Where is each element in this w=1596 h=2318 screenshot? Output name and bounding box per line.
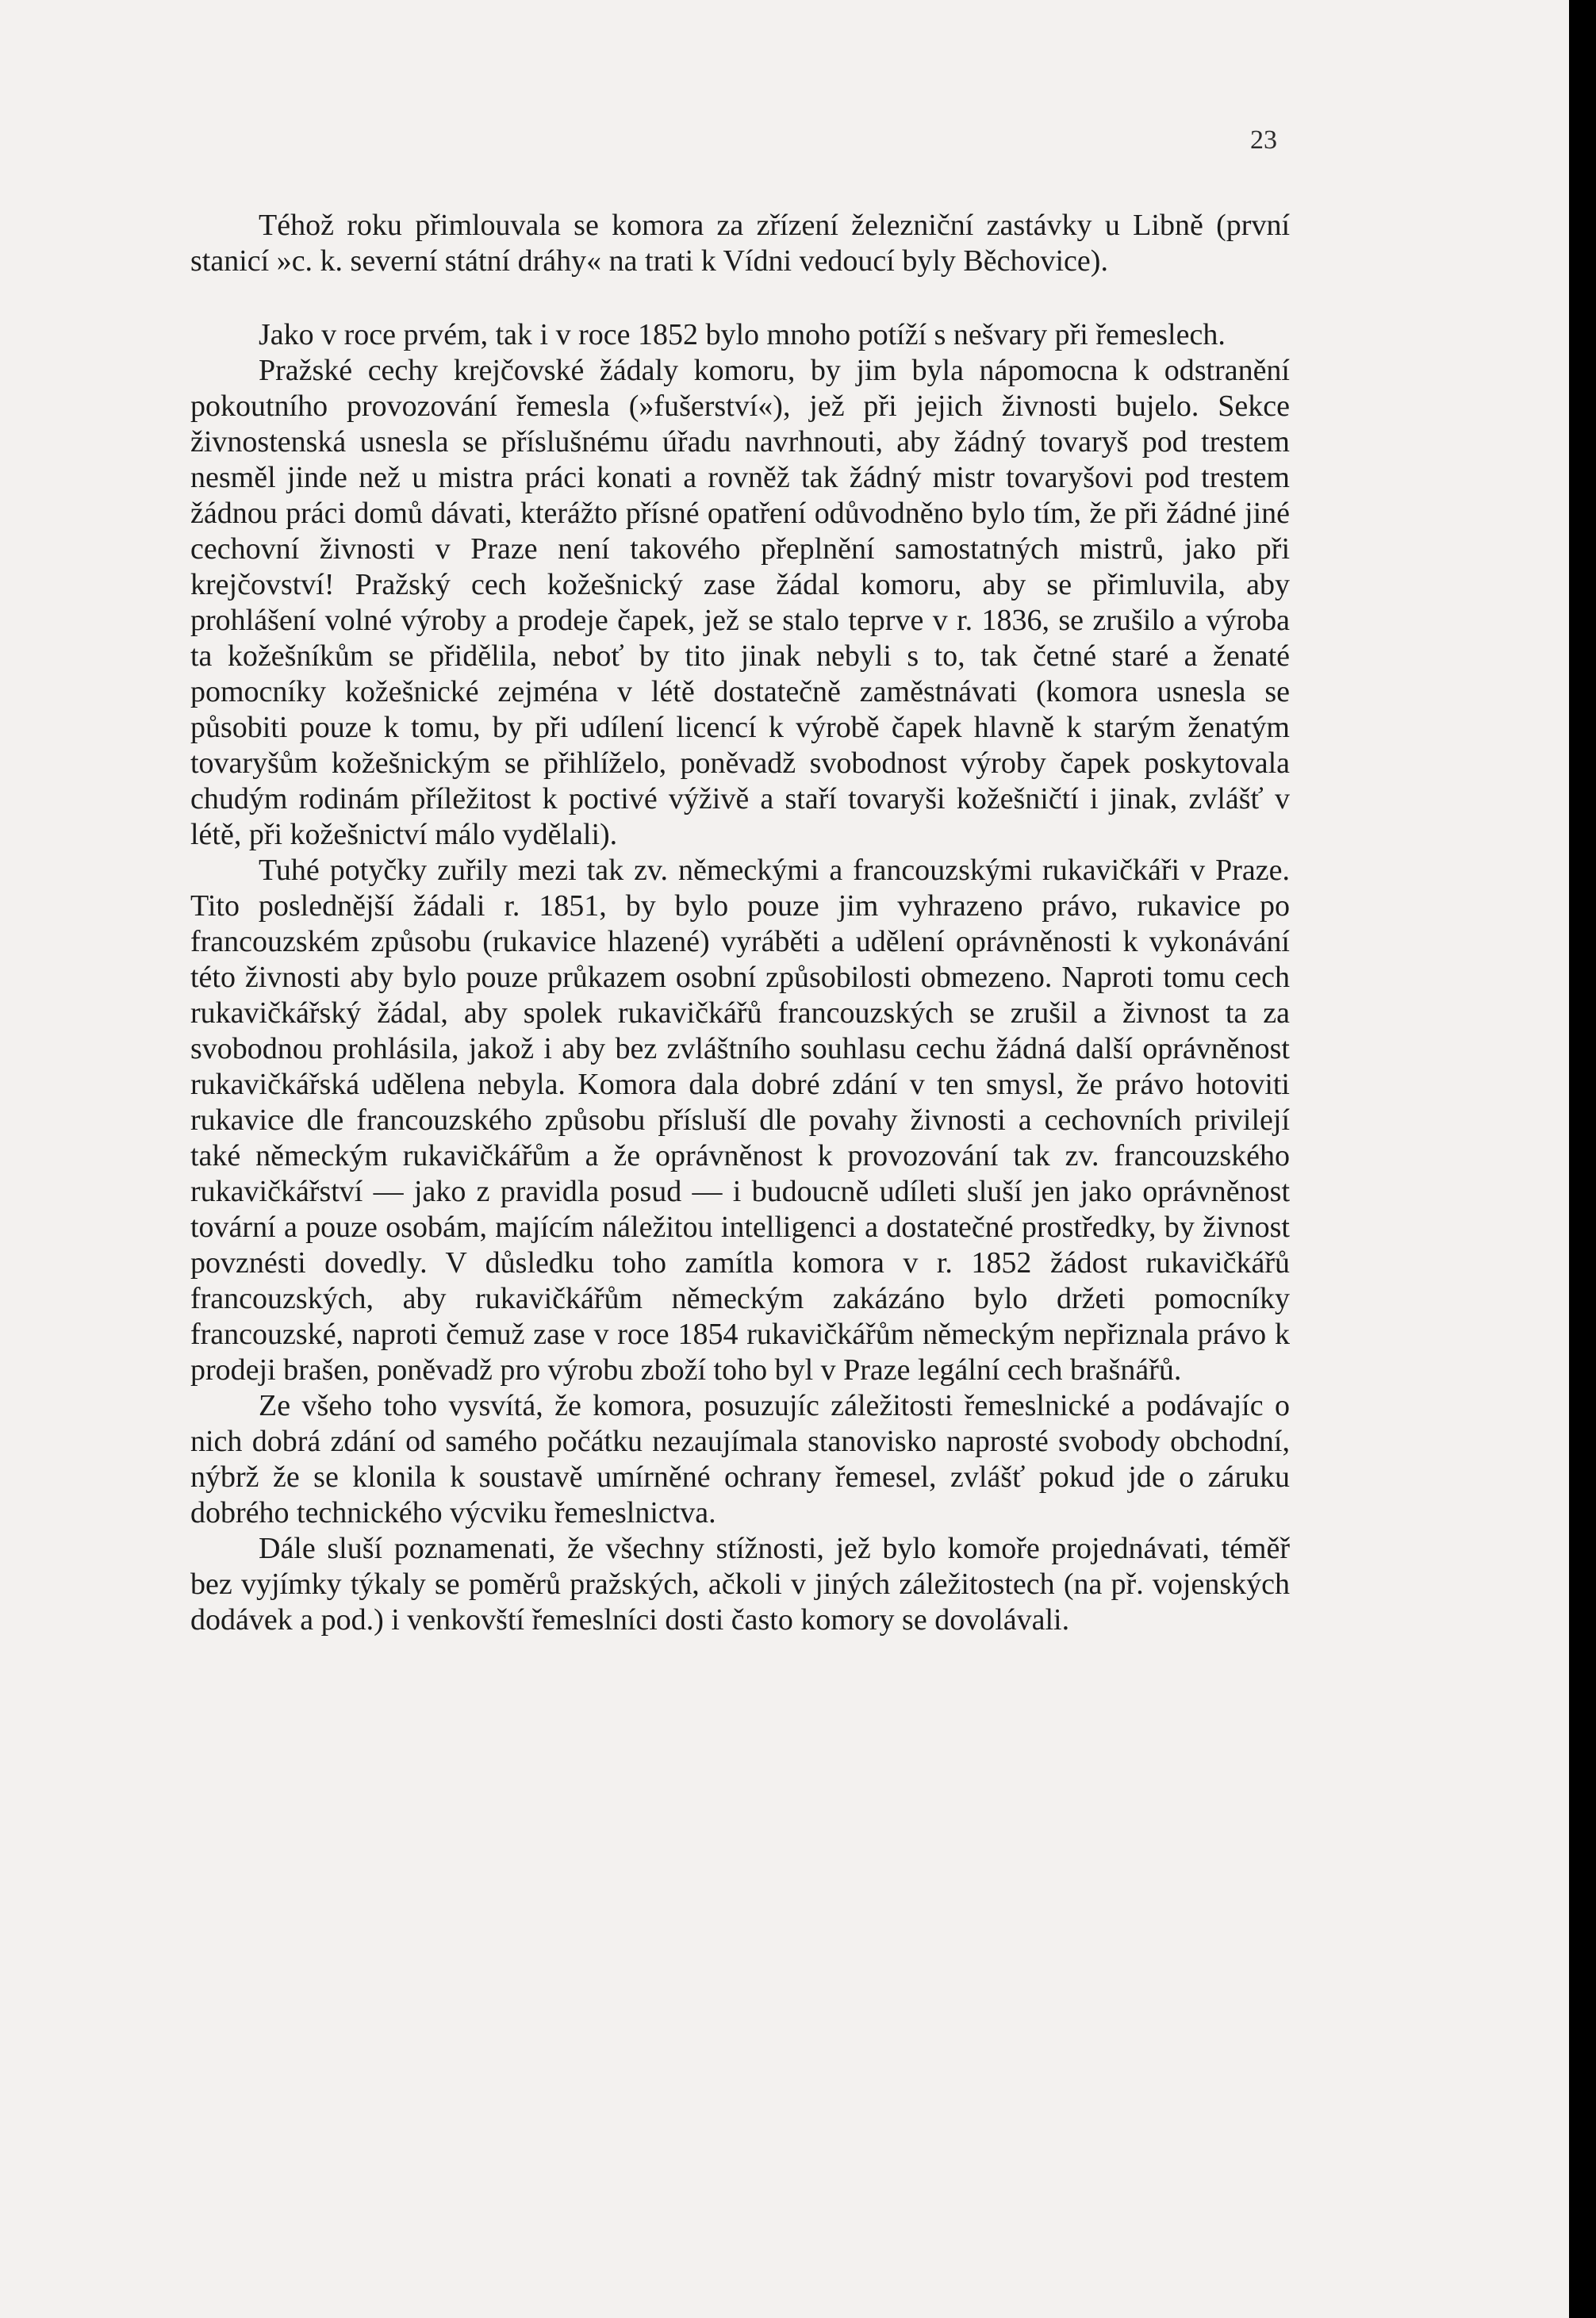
paragraph-complaints: Dále sluší poznamenati, že všechny stížnosti, jež bylo komoře projednávati, téměř bez vyjímky týkaly se poměrů pražských, ačkoli v jiných záležitostech (na př. vojenských dodávek a pod.) i venkovští řemeslníci dosti často komory se dovolávali. — [190, 1532, 1290, 1637]
paragraph-railway-stop: Téhož roku přimlouvala se komora za zřízení železniční zastávky u Libně (první stanicí »c. k. severní státní dráhy« na trati k Vídni vedoucí byly Běchovice). — [190, 209, 1290, 278]
body-text — [190, 208, 1290, 1638]
scan-border — [1569, 0, 1596, 2318]
paragraph-tailors-furriers: Pražské cechy krejčovské žádaly komoru, by jim byla nápomocna k odstranění pokoutního provozování řemesla (»fušerství«), jež při jejich živnosti bujelo. Sekce živnostenská usnesla se příslušnému úřadu navrhnouti, aby žádný tovaryš pod trestem nesměl jinde než u mistra práci konati a rovněž tak žádný mistr tovaryšovi pod trestem žádnou práci domů dávati, kterážto přísné opatření odůvodněno bylo tím, že při žádné jiné cechovní živnosti v Praze není takového přeplnění samostatných mistrů, jako při krejčovství! Pražský cech kožešnický zase žádal komoru, aby se přimluvila, aby prohlášení volné výroby a prodeje čapek, jež se stalo teprve v r. 1836, se zrušilo a výroba ta kožešníkům se přidělila, neboť by tito jinak nebyli s to, tak četné staré a ženaté pomocníky kožešnické zejména v létě dostatečně zaměstnávati (komora usnesla se působiti pouze k tomu, by při udílení licencí k výrobě čapek hlavně k starým ženatým tovaryšům kožešnickým se přihlíželo, poněvadž svobodnost výroby čapek poskytovala chudým rodinám příležitost k poctivé výživě a staří tovaryši kožešničtí i jinak, zvlášť v létě, při kožešnictví málo vydělali). — [190, 354, 1290, 851]
paragraph-glovemakers: Tuhé potyčky zuřily mezi tak zv. německými a francouzskými rukavičkáři v Praze. Tito poslednější žádali r. 1851, by bylo pouze jim vyhrazeno právo, rukavice po francouzském způsobu (rukavice hlazené) vyráběti a udělení oprávněnosti k vykonávání této živnosti aby bylo pouze průkazem osobní způsobilosti obmezeno. Naproti tomu cech rukavičkářský žádal, aby spolek rukavičkářů francouzských se zrušil a živnost ta za svobodnou prohlásila, jakož i aby bez zvláštního souhlasu cechu žádná další oprávněnost rukavičkářská udělena nebyla. Komora dala dobré zdání v ten smysl, že právo hotoviti rukavice dle francouzského způsobu přísluší dle povahy živnosti a cechovních privilejí také německým rukavičkářům a že oprávněnost k provozování tak zv. francouzského rukavičkářství — jako z pravidla posud — i budoucně udíleti sluší jen jako oprávněnost tovární a pouze osobám, majícím náležitou intelligenci a dostatečné prostředky, by živnost povznésti dovedly. V důsledku toho zamítla komora v r. 1852 žádost rukavičkářů francouzských, aby rukavičkářům německým zakázáno bylo držeti pomocníky francouzské, naproti čemuž zase v roce 1854 rukavičkářům německým nepřiznala právo k prodeji brašen, poněvadž pro výrobu zboží toho byl v Praze legální cech brašnářů. — [190, 854, 1290, 1387]
paragraph-conclusion: Ze všeho toho vysvítá, že komora, posuzujíc záležitosti řemeslnické a podávajíc o nich dobrá zdání od samého počátku nezaujímala stanovisko naprosté svobody obchodní, nýbrž že se klonila k soustavě umírněné ochrany řemesel, zvlášť pokud jde o záruku dobrého technického výcviku řemeslnictva. — [190, 1389, 1290, 1529]
page-number: 23 — [1250, 125, 1277, 155]
paragraph-crafts-1852: Jako v roce prvém, tak i v roce 1852 bylo mnoho potíží s nešvary při řemeslech. — [259, 318, 1226, 351]
